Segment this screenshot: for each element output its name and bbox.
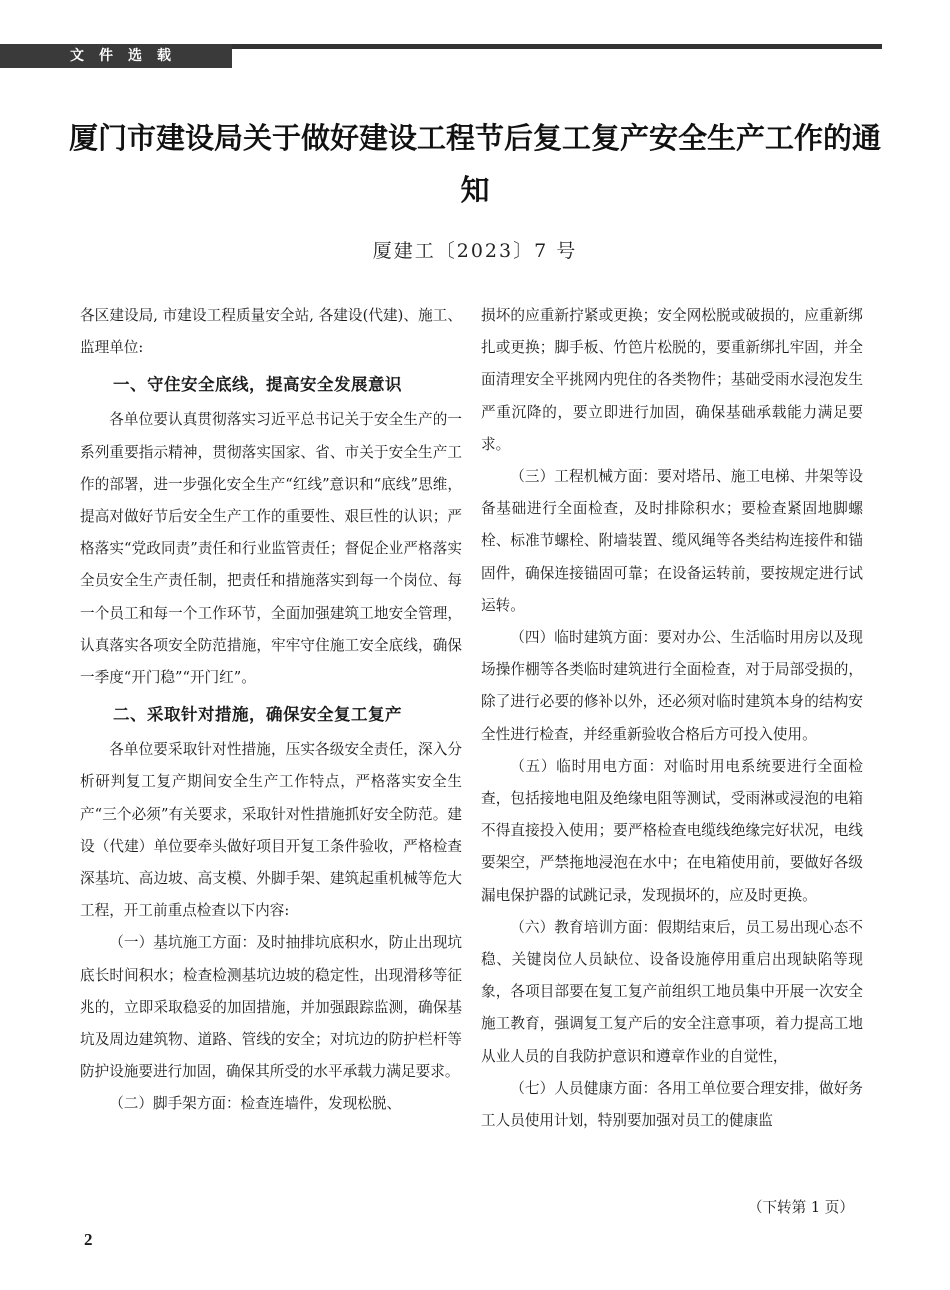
paragraph: （四）临时建筑方面：要对办公、生活临时用房以及现场操作棚等各类临时建筑进行全面检查，对于局部受损的，除了进行必要的修补以外，还必须对临时建筑本身的结构安全性进行检查，并经重新验收合格后方可投入使用。 bbox=[481, 629, 863, 743]
page-number: 2 bbox=[84, 1230, 93, 1249]
paragraph: （五）临时用电方面：对临时用电系统要进行全面检查，包括接地电阻及绝缘电阻等测试，受雨淋或浸泡的电箱不得直接投入使用；要严格检查电缆线绝缘完好状况，电线要架空，严禁拖地浸泡在水中；在电箱使用前，要做好各级漏电保护器的试跳记录，发现损坏的，应及时更换。 bbox=[481, 757, 863, 904]
document-title: 厦门市建设局关于做好建设工程节后复工复产安全生产工作的通知 bbox=[68, 121, 881, 207]
continued-note: （下转第 1 页） bbox=[747, 1199, 854, 1216]
section-heading-1: 一、守住安全底线，提高安全发展意识 bbox=[113, 375, 402, 395]
paragraph: 各单位要采取针对性措施，压实各级安全责任，深入分析研判复工复产期间安全生产工作特点，严格落实安全生产“三个必须”有关要求，采取针对性措施抓好安全防范。建设（代建）单位要牵头做好项目开复工条件验收，严格检查深基坑、高边坡、高支模、外脚手架、建筑起重机械等危大工程，开工前重点检查以下内容: bbox=[80, 741, 462, 920]
recipients: 各区建设局, 市建设工程质量安全站, 各建设(代建)、施工、监理单位: bbox=[80, 307, 462, 357]
section-heading-2: 二、采取针对措施，确保安全复工复产 bbox=[113, 705, 402, 725]
section-label: 文件选载 bbox=[0, 44, 232, 68]
paragraph: 各单位要认真贯彻落实习近平总书记关于安全生产的一系列重要指示精神，贯彻落实国家、省、市关于安全生产工作的部署，进一步强化安全生产“红线”意识和“底线”思维，提高对做好节后安全生产工作的重要性、艰巨性的认识；严格落实“党政同责”责任和行业监管责任；督促企业严格落实全员安全生产责任制，把责任和措施落实到每一个岗位、每一个员工和每一个工作环节，全面加强建筑工地安全管理，认真落实各项安全防范措施，牢牢守住施工安全底线，确保一季度“开门稳”“开门红”。 bbox=[80, 411, 462, 687]
left-column bbox=[80, 300, 462, 1121]
paragraph: （六）教育培训方面：假期结束后，员工易出现心态不稳、关键岗位人员缺位、设备设施停用重启出现缺陷等现象，各项目部要在复工复产前组织工地员集中开展一次安全施工教育，强调复工复产后的安全注意事项，着力提高工地从业人员的自我防护意识和遵章作业的自觉性， bbox=[481, 918, 863, 1065]
paragraph: （二）脚手架方面：检查连墙件，发现松脱、 bbox=[109, 1095, 402, 1113]
paragraph: （三）工程机械方面：要对塔吊、施工电梯、井架等设备基础进行全面检查，及时排除积水；要检查紧固地脚螺栓、标准节螺栓、附墙装置、缆风绳等各类结构连接件和锚固件，确保连接锚固可靠；在设备运转前，要按规定进行试运转。 bbox=[481, 468, 863, 614]
paragraph: 损坏的应重新拧紧或更换；安全网松脱或破损的，应重新绑扎或更换；脚手板、竹笆片松脱的，要重新绑扎牢固，并全面清理安全平挑网内兜住的各类物件；基础受雨水浸泡发生严重沉降的，要立即进行加固，确保基础承载能力满足要求。 bbox=[481, 307, 863, 453]
document-number: 厦建工〔2023〕7 号 bbox=[372, 240, 578, 262]
paragraph: （七）人员健康方面：各用工单位要合理安排，做好务工人员使用计划，特别要加强对员工的健康监 bbox=[481, 1079, 863, 1130]
paragraph: （一）基坑施工方面：及时抽排坑底积水，防止出现坑底长时间积水；检查检测基坑边坡的稳定性，出现滑移等征兆的，立即采取稳妥的加固措施，并加强跟踪监测，确保基坑及周边建筑物、道路、管线的安全；对坑边的防护栏杆等防护设施要进行加固，确保其所受的水平承载力满足要求。 bbox=[80, 934, 462, 1081]
right-column bbox=[481, 300, 863, 1137]
